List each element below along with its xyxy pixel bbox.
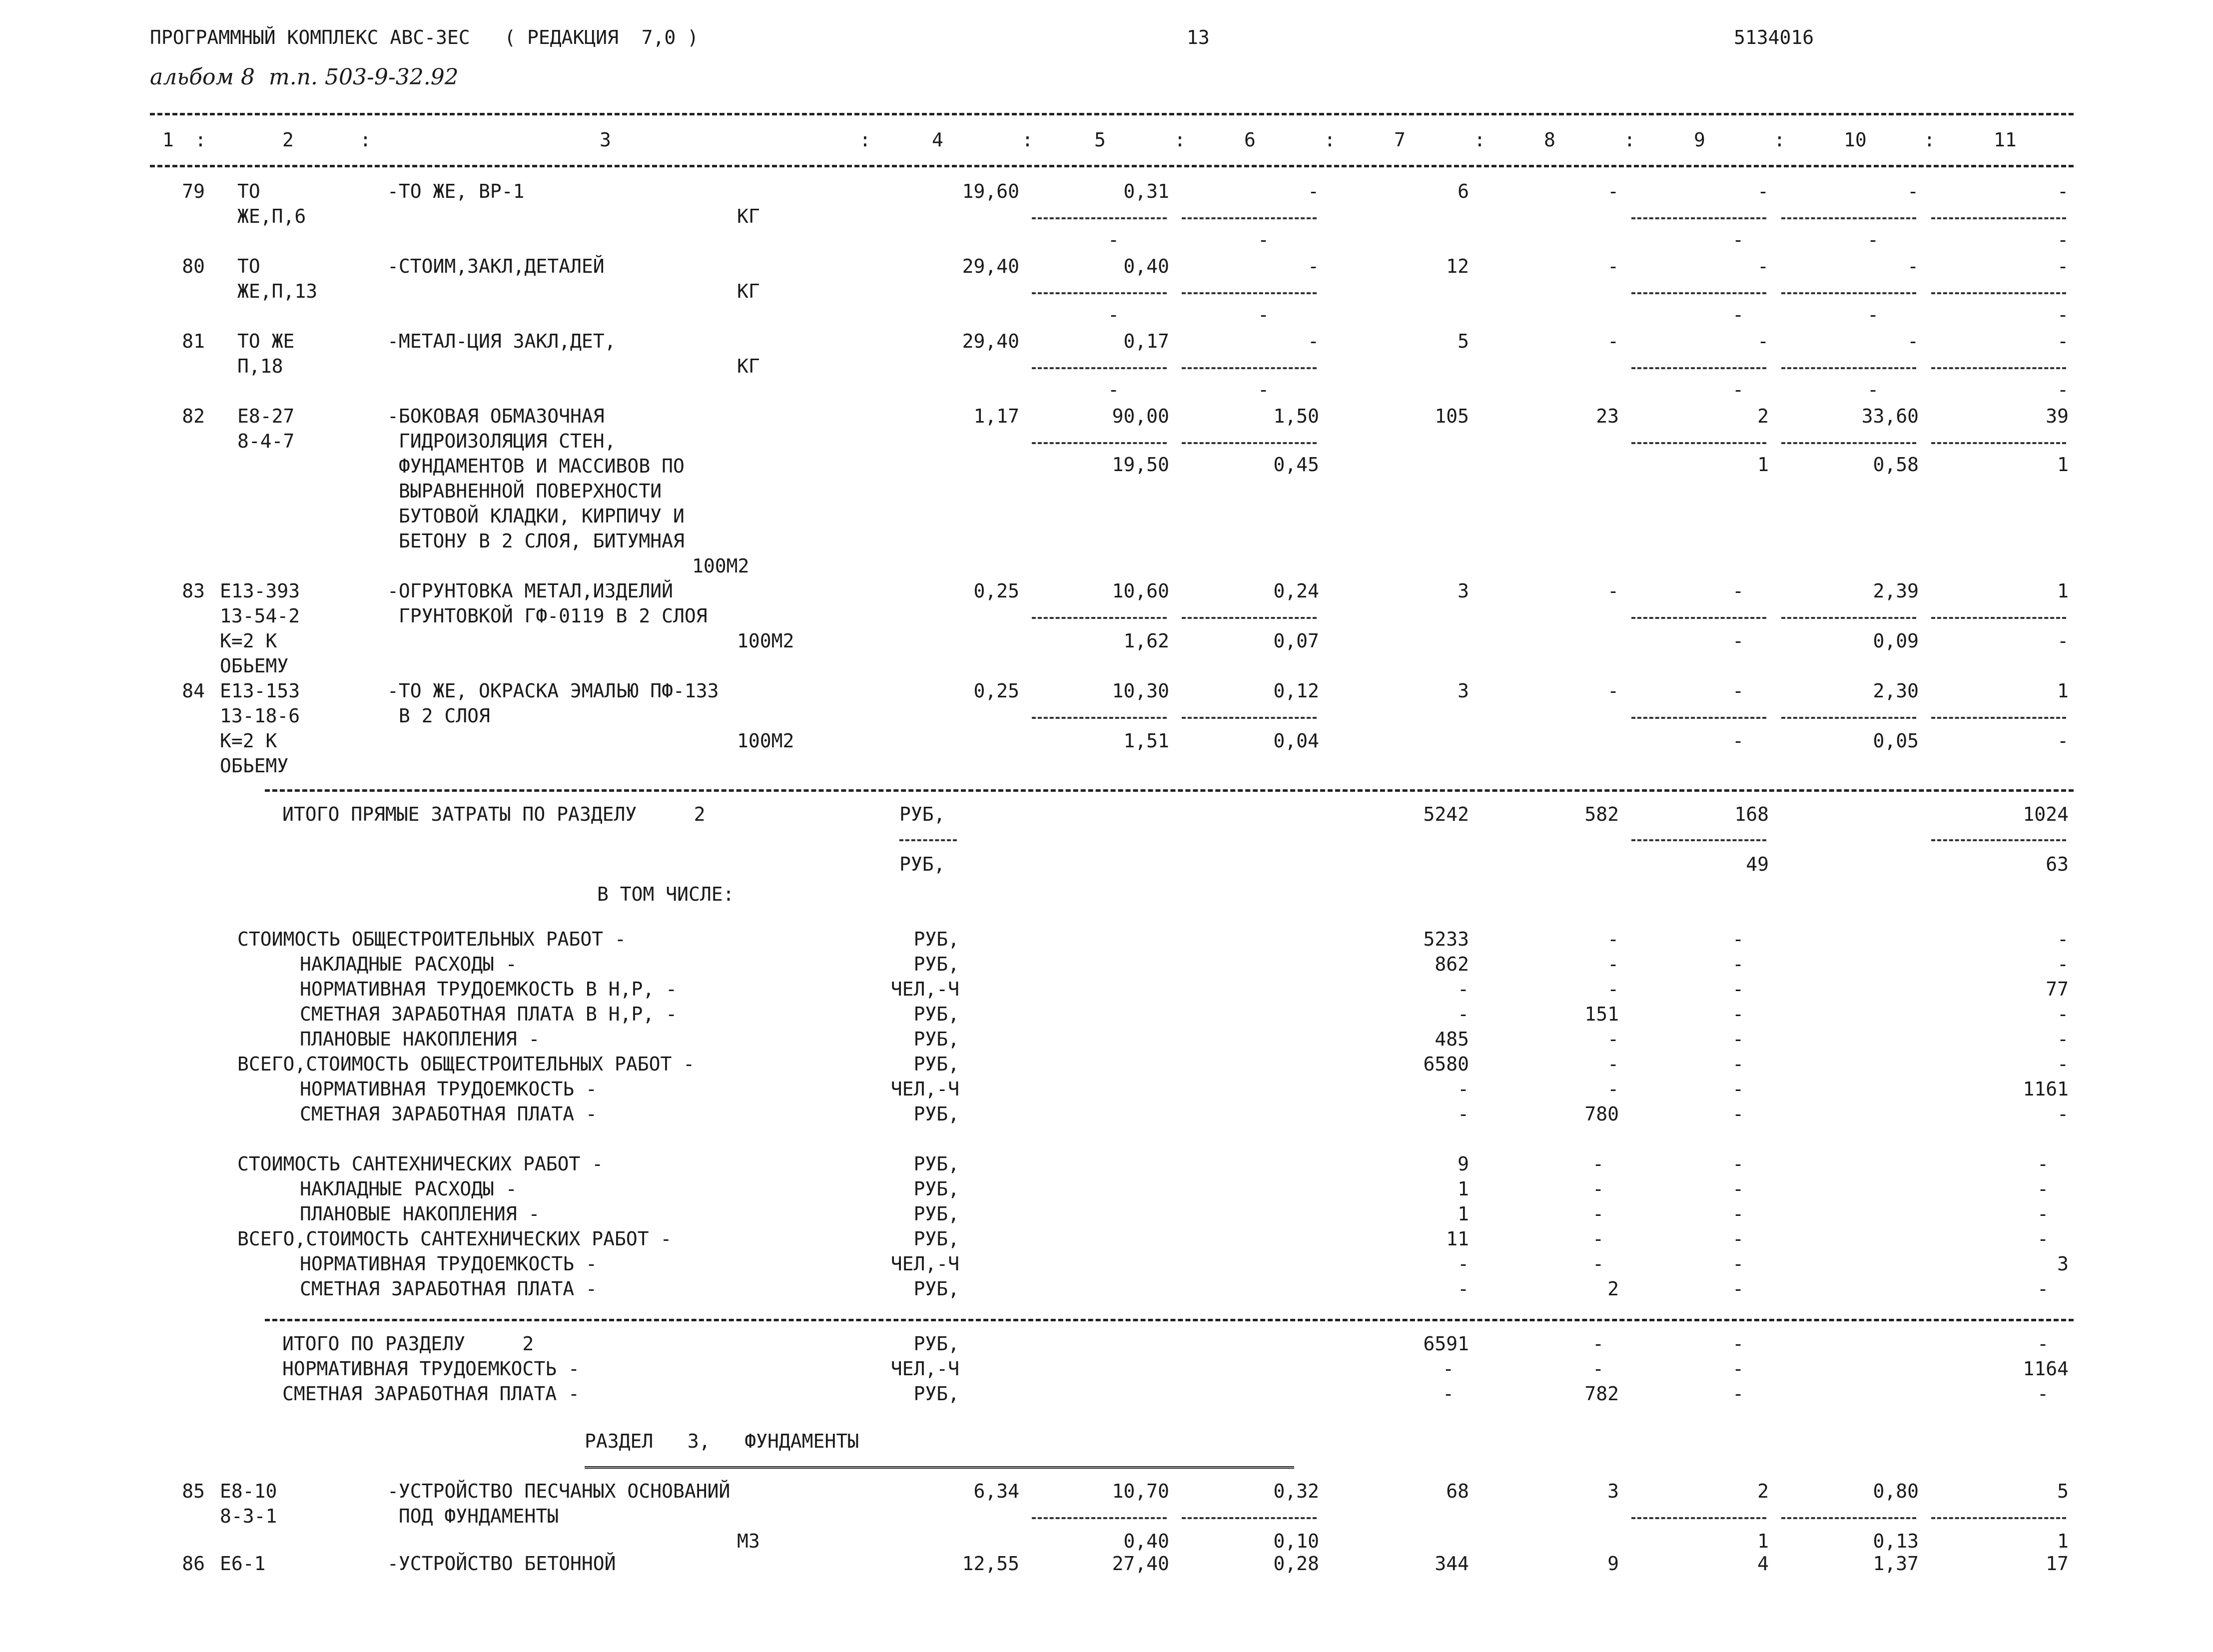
total-direct-unit: РУБ, — [899, 803, 945, 825]
breakdown-c9: - — [1732, 1153, 1744, 1175]
breakdown-unit: ЧЕЛ,-Ч — [890, 978, 959, 1000]
item-c5-sub: 19,50 — [1112, 454, 1169, 476]
item-c11: 1 — [2057, 680, 2069, 702]
item-c9: - — [1757, 255, 1769, 277]
item-c8: - — [1607, 330, 1619, 352]
breakdown-c11: - — [2037, 1153, 2049, 1175]
item-c6: 0,28 — [1273, 1553, 1319, 1575]
item-c5: 10,30 — [1112, 680, 1169, 702]
item-unit: 100М2 — [737, 730, 794, 752]
section-total-c7: - — [1443, 1358, 1454, 1380]
breakdown-c11: - — [2057, 928, 2069, 950]
breakdown-c9: - — [1732, 1003, 1744, 1025]
item-c8: 23 — [1596, 405, 1619, 427]
album-reference: альбом 8 т.п. 503-9-32.92 — [150, 64, 459, 90]
item-c9-sub: 1 — [1757, 1530, 1769, 1552]
item-number: 79 — [182, 180, 205, 202]
header-rule-bottom — [150, 165, 2074, 167]
item-c11-sub: - — [2057, 730, 2069, 752]
breakdown-label: НОРМАТИВНАЯ ТРУДОЕМКОСТЬ - — [300, 1253, 597, 1275]
item-c9: - — [1757, 330, 1769, 352]
item-c4: 19,60 — [962, 180, 1019, 202]
program-title: ПРОГРАММНЫЙ КОМПЛЕКС АВС-3ЕС ( РЕДАКЦИЯ 7,0 ) — [150, 26, 699, 48]
section-title: РАЗДЕЛ 3, ФУНДАМЕНТЫ — [585, 1430, 859, 1452]
item-c8: - — [1607, 680, 1619, 702]
item-c5-sub: - — [1108, 229, 1119, 251]
item-number: 84 — [182, 680, 205, 702]
breakdown-c7: - — [1458, 1103, 1469, 1125]
item-c4: 29,40 — [962, 255, 1019, 277]
item-c8: 3 — [1607, 1480, 1619, 1502]
section-total-c9: - — [1732, 1383, 1744, 1405]
item-c10: - — [1907, 180, 1919, 202]
item-c10-sub: - — [1867, 229, 1879, 251]
breakdown-label: ВСЕГО,СТОИМОСТЬ САНТЕХНИЧЕСКИХ РАБОТ - — [237, 1228, 672, 1250]
item-number: 85 — [182, 1480, 205, 1502]
breakdown-label: НАКЛАДНЫЕ РАСХОДЫ - — [300, 953, 517, 975]
item-c8: 9 — [1607, 1553, 1619, 1575]
breakdown-c7: - — [1458, 1278, 1469, 1300]
item-c4: 0,25 — [973, 580, 1019, 602]
item-description: -МЕТАЛ-ЦИЯ ЗАКЛ,ДЕТ, — [387, 330, 616, 352]
item-c5: 10,70 — [1112, 1480, 1169, 1502]
item-c9: - — [1757, 180, 1769, 202]
section-total-c8: - — [1592, 1358, 1604, 1380]
item-c9: 4 — [1757, 1553, 1769, 1575]
breakdown-label: ВСЕГО,СТОИМОСТЬ ОБЩЕСТРОИТЕЛЬНЫХ РАБОТ - — [237, 1053, 695, 1075]
item-c11: - — [2057, 180, 2069, 202]
breakdown-c8: 2 — [1607, 1278, 1619, 1300]
item-code: ТО ЖЕ,П,6 — [237, 180, 306, 227]
breakdown-c11: - — [2057, 953, 2069, 975]
item-description: -ТО ЖЕ, ОКРАСКА ЭМАЛЬЮ ПФ-133 В 2 СЛОЯ — [387, 680, 719, 727]
item-c9: - — [1732, 580, 1744, 602]
item-c11: 39 — [2046, 405, 2069, 427]
col-2-header: 2 — [282, 129, 294, 151]
section-total-c8: - — [1592, 1333, 1604, 1355]
breakdown-c11: - — [2037, 1228, 2049, 1250]
item-c4: 0,25 — [973, 680, 1019, 702]
item-description: -УСТРОЙСТВО ПЕСЧАНЫХ ОСНОВАНИЙ ПОД ФУНДАМЕНТЫ — [387, 1480, 731, 1527]
breakdown-c11: 77 — [2046, 978, 2069, 1000]
item-c10: 0,80 — [1873, 1480, 1919, 1502]
breakdown-c7: 485 — [1435, 1028, 1469, 1050]
item-c11-sub: - — [2057, 229, 2069, 251]
total-direct-unit-sub: РУБ, — [899, 853, 945, 875]
breakdown-label: НАКЛАДНЫЕ РАСХОДЫ - — [300, 1178, 517, 1200]
breakdown-label: НОРМАТИВНАЯ ТРУДОЕМКОСТЬ - — [300, 1078, 597, 1100]
item-c4: 12,55 — [962, 1553, 1019, 1575]
section-total-c9: - — [1732, 1333, 1744, 1355]
total-direct-c11-sub: 63 — [2046, 853, 2069, 875]
section-total-c8: 782 — [1584, 1383, 1619, 1405]
item-c11: 5 — [2057, 1480, 2069, 1502]
item-c10-sub: 0,58 — [1873, 454, 1919, 476]
item-c7: 3 — [1458, 580, 1469, 602]
item-unit: КГ — [737, 355, 760, 377]
breakdown-c7: 862 — [1435, 953, 1469, 975]
breakdown-label: СМЕТНАЯ ЗАРАБОТНАЯ ПЛАТА - — [300, 1278, 597, 1300]
total-direct-label: ИТОГО ПРЯМЫЕ ЗАТРАТЫ ПО РАЗДЕЛУ 2 — [282, 803, 706, 825]
total-direct-c9: 168 — [1734, 803, 1769, 825]
total-direct-c8: 582 — [1584, 803, 1619, 825]
item-c8: - — [1607, 255, 1619, 277]
item-c9-sub: - — [1732, 304, 1744, 326]
breakdown-c7: 1 — [1458, 1178, 1469, 1200]
breakdown-c9: - — [1732, 1278, 1744, 1300]
breakdown-c7: - — [1458, 1253, 1469, 1275]
breakdown-c11: - — [2057, 1053, 2069, 1075]
total-direct-c9-sub: 49 — [1746, 853, 1769, 875]
item-code: ТО ЖЕ,П,13 — [237, 255, 318, 302]
document-code: 5134016 — [1734, 26, 1814, 48]
item-c7: 6 — [1458, 180, 1469, 202]
item-c11: 1 — [2057, 580, 2069, 602]
breakdown-c11: - — [2037, 1278, 2049, 1300]
item-code: Е8-10 8-3-1 — [220, 1480, 277, 1527]
breakdown-unit: ЧЕЛ,-Ч — [890, 1078, 959, 1100]
col-11-header: 11 — [1994, 129, 2017, 151]
item-c6: 0,12 — [1273, 680, 1319, 702]
breakdown-c8: - — [1592, 1228, 1604, 1250]
breakdown-c9: - — [1732, 1103, 1744, 1125]
breakdown-c8: - — [1592, 1153, 1604, 1175]
item-c10-sub: 0,05 — [1873, 730, 1919, 752]
item-description: -СТОИМ,ЗАКЛ,ДЕТАЛЕЙ — [387, 255, 605, 277]
breakdown-label: СМЕТНАЯ ЗАРАБОТНАЯ ПЛАТА В Н,Р, - — [300, 1003, 677, 1025]
item-description: -ТО ЖЕ, ВР-1 — [387, 180, 525, 202]
breakdown-c8: - — [1607, 1028, 1619, 1050]
item-c10: 1,37 — [1873, 1553, 1919, 1575]
item-description: -БОКОВАЯ ОБМАЗОЧНАЯ ГИДРОИЗОЛЯЦИЯ СТЕН, ФУНДАМЕНТОВ И МАССИВОВ ПО ВЫРАВНЕННОЙ ПОВЕРХНОСТИ БУТОВОЙ КЛАДКИ, КИРПИЧУ И БЕТОНУ В 2 СЛОЯ, БИТУМНАЯ — [387, 405, 685, 552]
breakdown-c8: - — [1592, 1253, 1604, 1275]
item-c7: 5 — [1458, 330, 1469, 352]
item-c6-sub: 0,10 — [1273, 1530, 1319, 1552]
item-number: 83 — [182, 580, 205, 602]
section-total-unit: ЧЕЛ,-Ч — [890, 1358, 959, 1380]
breakdown-c8: - — [1607, 1078, 1619, 1100]
breakdown-c7: - — [1458, 978, 1469, 1000]
item-code: Е8-27 8-4-7 — [237, 405, 295, 452]
item-c9: - — [1732, 680, 1744, 702]
item-c11: 17 — [2046, 1553, 2069, 1575]
item-c6-sub: 0,07 — [1273, 630, 1319, 652]
item-c11-sub: 1 — [2057, 1530, 2069, 1552]
breakdown-c7: - — [1458, 1003, 1469, 1025]
item-c6-sub: - — [1258, 304, 1269, 326]
breakdown-unit: РУБ, — [913, 1153, 959, 1175]
breakdown-c9: - — [1732, 1078, 1744, 1100]
breakdown-c8: - — [1607, 978, 1619, 1000]
item-c7: 105 — [1435, 405, 1469, 427]
section-total-c11: 1164 — [2023, 1358, 2069, 1380]
item-c9: 2 — [1757, 1480, 1769, 1502]
item-c6: 1,50 — [1273, 405, 1319, 427]
item-c6: - — [1308, 330, 1319, 352]
breakdown-unit: РУБ, — [913, 1203, 959, 1225]
breakdown-c7: 6580 — [1423, 1053, 1469, 1075]
item-c9-sub: - — [1732, 630, 1744, 652]
item-c11-sub: 1 — [2057, 454, 2069, 476]
item-c11-sub: - — [2057, 630, 2069, 652]
section-total-c9: - — [1732, 1358, 1744, 1380]
item-c7: 344 — [1435, 1553, 1469, 1575]
item-c5: 27,40 — [1112, 1553, 1169, 1575]
breakdown-c8: 780 — [1584, 1103, 1619, 1125]
col-1-header: 1 — [162, 129, 174, 151]
item-number: 86 — [182, 1553, 205, 1575]
header-rule-top — [150, 113, 2074, 115]
item-c9-sub: - — [1732, 730, 1744, 752]
item-c5: 90,00 — [1112, 405, 1169, 427]
item-c5-sub: 1,51 — [1123, 730, 1169, 752]
breakdown-unit: РУБ, — [913, 1028, 959, 1050]
breakdown-label: СМЕТНАЯ ЗАРАБОТНАЯ ПЛАТА - — [300, 1103, 597, 1125]
item-c4: 1,17 — [973, 405, 1019, 427]
item-c10-sub: - — [1867, 379, 1879, 401]
breakdown-c9: - — [1732, 978, 1744, 1000]
breakdown-unit: РУБ, — [913, 1053, 959, 1075]
breakdown-c11: 3 — [2057, 1253, 2069, 1275]
item-unit: М3 — [737, 1530, 760, 1552]
breakdown-c8: 151 — [1584, 1003, 1619, 1025]
breakdown-c9: - — [1732, 1053, 1744, 1075]
section-total-label: ИТОГО ПО РАЗДЕЛУ 2 — [282, 1333, 534, 1355]
breakdown-unit: РУБ, — [913, 1228, 959, 1250]
item-c7: 12 — [1446, 255, 1469, 277]
item-code: Е13-153 13-18-6 К=2 К ОБЬЕМУ — [220, 680, 300, 777]
item-code: ТО ЖЕ П,18 — [237, 330, 295, 377]
item-description: -ОГРУНТОВКА МЕТАЛ,ИЗДЕЛИЙ ГРУНТОВКОЙ ГФ-0119 В 2 СЛОЯ — [387, 580, 708, 627]
item-unit: 100М2 — [692, 555, 749, 577]
col-5-header: 5 — [1094, 129, 1106, 151]
item-c10: 2,30 — [1873, 680, 1919, 702]
col-3-header: 3 — [600, 129, 611, 151]
breakdown-c7: - — [1458, 1078, 1469, 1100]
item-c6: 0,24 — [1273, 580, 1319, 602]
item-c11: - — [2057, 330, 2069, 352]
item-c10: 33,60 — [1861, 405, 1919, 427]
breakdown-c8: - — [1592, 1178, 1604, 1200]
total-direct-c11: 1024 — [2023, 803, 2069, 825]
breakdown-c9: - — [1732, 953, 1744, 975]
breakdown-c9: - — [1732, 1203, 1744, 1225]
total-direct-c7: 5242 — [1423, 803, 1469, 825]
col-4-header: 4 — [932, 129, 943, 151]
breakdown-label: ПЛАНОВЫЕ НАКОПЛЕНИЯ - — [300, 1028, 540, 1050]
col-6-header: 6 — [1244, 129, 1256, 151]
item-c8: - — [1607, 180, 1619, 202]
breakdown-unit: РУБ, — [913, 1178, 959, 1200]
item-c11: - — [2057, 255, 2069, 277]
section-title-underline — [585, 1466, 1294, 1469]
item-c5-sub: - — [1108, 379, 1119, 401]
breakdown-c8: - — [1607, 953, 1619, 975]
breakdown-unit: РУБ, — [913, 1103, 959, 1125]
item-unit: 100М2 — [737, 630, 794, 652]
item-c5: 0,17 — [1123, 330, 1169, 352]
breakdown-c9: - — [1732, 1028, 1744, 1050]
item-c10: - — [1907, 330, 1919, 352]
item-c10: - — [1907, 255, 1919, 277]
item-number: 82 — [182, 405, 205, 427]
item-c10-sub: - — [1867, 304, 1879, 326]
breakdown-c9: - — [1732, 1253, 1744, 1275]
breakdown-c7: 11 — [1446, 1228, 1469, 1250]
breakdown-unit: РУБ, — [913, 953, 959, 975]
item-c6-sub: - — [1258, 229, 1269, 251]
item-c11-sub: - — [2057, 379, 2069, 401]
item-c10-sub: 0,09 — [1873, 630, 1919, 652]
col-7-header: 7 — [1394, 129, 1406, 151]
page-number: 13 — [1187, 26, 1210, 48]
item-code: Е6-1 — [220, 1553, 266, 1575]
item-description: -УСТРОЙСТВО БЕТОННОЙ — [387, 1553, 616, 1575]
item-c6: - — [1308, 255, 1319, 277]
item-c9-sub: - — [1732, 379, 1744, 401]
item-c5-sub: - — [1108, 304, 1119, 326]
breakdown-c7: 1 — [1458, 1203, 1469, 1225]
breakdown-c11: - — [2057, 1103, 2069, 1125]
breakdown-unit: РУБ, — [913, 1278, 959, 1300]
item-c10-sub: 0,13 — [1873, 1530, 1919, 1552]
breakdown-c8: - — [1607, 1053, 1619, 1075]
breakdown-c9: - — [1732, 1228, 1744, 1250]
item-code: Е13-393 13-54-2 К=2 К ОБЬЕМУ — [220, 580, 300, 677]
col-10-header: 10 — [1844, 129, 1867, 151]
section-total-unit: РУБ, — [913, 1333, 959, 1355]
item-c4: 6,34 — [973, 1480, 1019, 1502]
item-c6: - — [1308, 180, 1319, 202]
item-c5-sub: 0,40 — [1123, 1530, 1169, 1552]
item-c6: 0,32 — [1273, 1480, 1319, 1502]
item-c8: - — [1607, 580, 1619, 602]
item-c9-sub: 1 — [1757, 454, 1769, 476]
including-heading: В ТОМ ЧИСЛЕ: — [597, 883, 735, 905]
breakdown-c11: - — [2037, 1203, 2049, 1225]
breakdown-c7: 5233 — [1423, 928, 1469, 950]
item-unit: КГ — [737, 205, 760, 227]
breakdown-c11: - — [2057, 1003, 2069, 1025]
item-c4: 29,40 — [962, 330, 1019, 352]
item-c7: 3 — [1458, 680, 1469, 702]
section-total-c7: - — [1443, 1383, 1454, 1405]
breakdown-unit: РУБ, — [913, 1003, 959, 1025]
item-number: 81 — [182, 330, 205, 352]
breakdown-c9: - — [1732, 928, 1744, 950]
breakdown-unit: ЧЕЛ,-Ч — [890, 1253, 959, 1275]
item-c10: 2,39 — [1873, 580, 1919, 602]
item-c9-sub: - — [1732, 229, 1744, 251]
item-c11-sub: - — [2057, 304, 2069, 326]
breakdown-label: НОРМАТИВНАЯ ТРУДОЕМКОСТЬ В Н,Р, - — [300, 978, 677, 1000]
breakdown-label: ПЛАНОВЫЕ НАКОПЛЕНИЯ - — [300, 1203, 540, 1225]
breakdown-c11: 1161 — [2023, 1078, 2069, 1100]
section-total-label: НОРМАТИВНАЯ ТРУДОЕМКОСТЬ - — [282, 1358, 580, 1380]
breakdown-c11: - — [2037, 1178, 2049, 1200]
item-c5: 10,60 — [1112, 580, 1169, 602]
item-c9: 2 — [1757, 405, 1769, 427]
section-total-unit: РУБ, — [913, 1383, 959, 1405]
col-8-header: 8 — [1544, 129, 1555, 151]
breakdown-c7: 9 — [1458, 1153, 1469, 1175]
breakdown-c9: - — [1732, 1178, 1744, 1200]
section-total-c11: - — [2037, 1333, 2049, 1355]
breakdown-label: СТОИМОСТЬ САНТЕХНИЧЕСКИХ РАБОТ - — [237, 1153, 604, 1175]
section-total-label: СМЕТНАЯ ЗАРАБОТНАЯ ПЛАТА - — [282, 1383, 580, 1405]
item-c5: 0,40 — [1123, 255, 1169, 277]
section-total-c7: 6591 — [1423, 1333, 1469, 1355]
breakdown-label: СТОИМОСТЬ ОБЩЕСТРОИТЕЛЬНЫХ РАБОТ - — [237, 928, 626, 950]
item-c5-sub: 1,62 — [1123, 630, 1169, 652]
item-c6-sub: - — [1258, 379, 1269, 401]
breakdown-c11: - — [2057, 1028, 2069, 1050]
item-number: 80 — [182, 255, 205, 277]
breakdown-c8: - — [1592, 1203, 1604, 1225]
item-c5: 0,31 — [1123, 180, 1169, 202]
item-c6-sub: 0,04 — [1273, 730, 1319, 752]
item-unit: КГ — [737, 280, 760, 302]
col-9-header: 9 — [1694, 129, 1705, 151]
section-total-c11: - — [2037, 1383, 2049, 1405]
item-c7: 68 — [1446, 1480, 1469, 1502]
breakdown-c8: - — [1607, 928, 1619, 950]
breakdown-unit: РУБ, — [913, 928, 959, 950]
item-c6-sub: 0,45 — [1273, 454, 1319, 476]
